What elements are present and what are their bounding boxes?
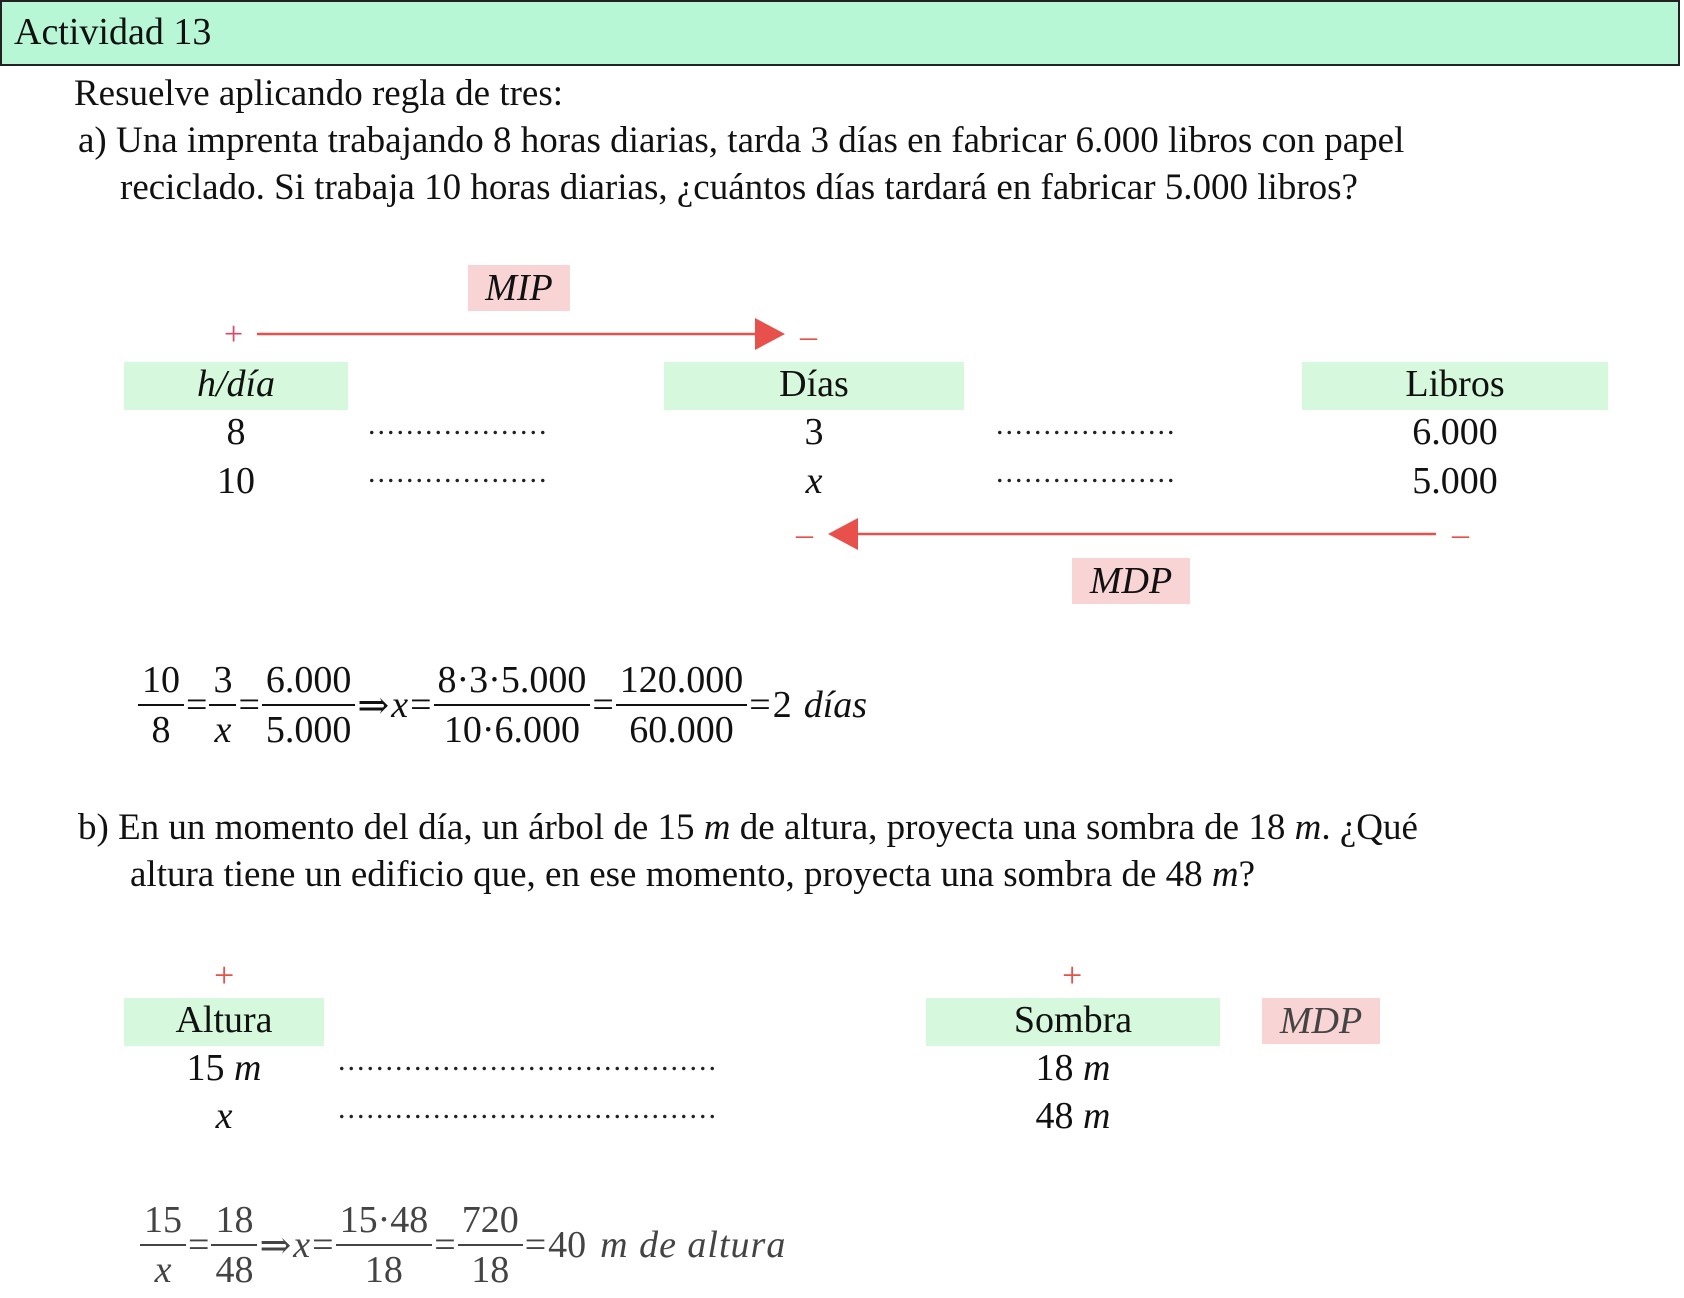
problem-b-line2: altura tiene un edificio que, en ese momento, proyecta una sombra de 48 m? (130, 854, 1256, 895)
mdp-label: MDP (1279, 1000, 1363, 1042)
libros-value-2: 5.000 (1412, 460, 1498, 502)
hdia-value-2: 10 (217, 460, 255, 502)
problem-a-line1: a) Una imprenta trabajando 8 horas diarias, tarda 3 días en fabricar 6.000 libros con papel (78, 120, 1405, 161)
fraction: $\frac{6.000}{5.000}$ (262, 656, 356, 754)
problem-a-line2: reciclado. Si trabaja 10 horas diarias, ¿cuántos días tardará en fabricar 5.000 libros? (120, 167, 1358, 208)
dotted-leader: ................... (996, 408, 1177, 441)
dias-value-1: 3 (804, 411, 824, 453)
result-unit: días (803, 684, 868, 726)
mdp-arrow (828, 516, 1438, 552)
minus-sign: – (800, 318, 817, 355)
mip-label: MIP (485, 267, 553, 309)
fraction: $\frac{18}{48}$ (211, 1196, 257, 1294)
implies-symbol: ⇒ (357, 684, 390, 727)
altura-value-2: x (215, 1095, 233, 1137)
problem-b-line1: b) En un momento del día, un árbol de 15 m de altura, proyecta una sombra de 18 m. ¿Qué (78, 807, 1418, 848)
minus-sign: – (796, 516, 813, 553)
plus-sign: + (224, 316, 244, 353)
col-dias-header: Días (779, 363, 849, 405)
fraction: $\frac{15\cdot 48}{18}$ (336, 1196, 433, 1294)
col-altura-header: Altura (175, 999, 273, 1041)
mdp-label: MDP (1089, 560, 1173, 602)
fraction: $\frac{15}{x}$ (140, 1196, 186, 1294)
implies-symbol: ⇒ (259, 1224, 292, 1267)
minus-sign: – (1452, 516, 1469, 553)
equation-b: $\frac{15}{x}$ = $\frac{18}{48}$ ⇒ x = $\frac{15\cdot 48}{18}$ = $\frac{720}{18}$ = 40 m de altura (140, 1196, 786, 1294)
altura-value-1: 15 m (186, 1047, 262, 1089)
sombra-value-1: 18 m (1035, 1047, 1111, 1089)
result-unit: m de altura (600, 1224, 787, 1266)
fraction: $\frac{3}{x}$ (209, 656, 236, 754)
mip-arrow (255, 316, 785, 352)
activity-title: Actividad 13 (14, 11, 212, 53)
variable-x: x (391, 684, 409, 726)
dotted-leader: ................... (996, 456, 1177, 489)
dias-value-2: x (805, 460, 823, 502)
col-hdia-header: h/día (196, 363, 276, 405)
plus-sign: + (1062, 955, 1083, 995)
result-number: 2 (772, 684, 792, 726)
fraction: $\frac{10}{8}$ (138, 656, 184, 754)
hdia-value-1: 8 (226, 411, 246, 453)
libros-value-1: 6.000 (1412, 411, 1498, 453)
result-number: 40 (548, 1224, 587, 1266)
fraction: $\frac{120.000}{60.000}$ (616, 656, 748, 754)
equation-a: $\frac{10}{8}$ = $\frac{3}{x}$ = $\frac{6.000}{5.000}$ ⇒ x = $\frac{8\cdot 3\cdot 5.000}{10\cdot 6.000}$ = $\frac{120.000}{60.000}$ = 2 días (138, 656, 867, 754)
col-libros-header: Libros (1405, 363, 1505, 405)
variable-x: x (293, 1224, 311, 1266)
fraction: $\frac{720}{18}$ (458, 1196, 523, 1294)
dotted-leader: ........................................ (338, 1092, 718, 1125)
dotted-leader: ........................................ (338, 1044, 718, 1077)
intro-text: Resuelve aplicando regla de tres: (74, 73, 564, 114)
col-sombra-header: Sombra (1013, 999, 1133, 1041)
dotted-leader: ................... (368, 456, 549, 489)
sombra-value-2: 48 m (1035, 1095, 1111, 1137)
dotted-leader: ................... (368, 408, 549, 441)
activity-header (0, 0, 1680, 66)
fraction: $\frac{8\cdot 3\cdot 5.000}{10\cdot 6.000}$ (434, 656, 591, 754)
plus-sign: + (214, 955, 235, 995)
